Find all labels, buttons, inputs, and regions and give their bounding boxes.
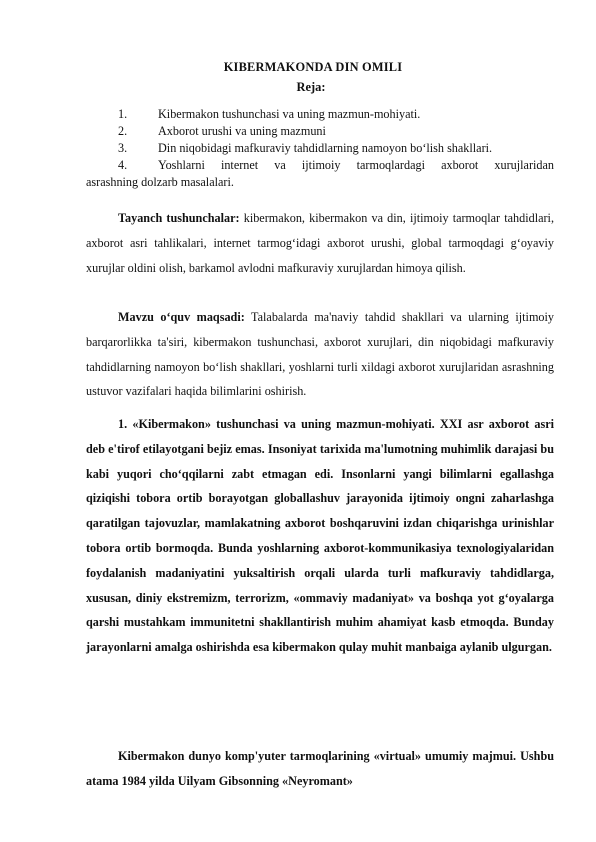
plan-item [86, 123, 554, 140]
plan-item-text: Axborot urushi va uning mazmuni [158, 124, 326, 138]
section-1-paragraph: 1. «Kibermakon» tushunchasi va uning mazmun-mohiyati. XXI asr axborot asri deb e'tirof etilayotgani bejiz emas. Insoniyat tarixida ma'lumotning muhimlik darajasi bu kabi yuqori cho‘qqilarni zabt etmagan edi. Insonlarni yangi bilimlarni egallashga qiziqishi tobora ortib borayotgan globallashuv jarayonida ijtimoiy ongni zaharlashga qaratilgan tajovuzlar, mamlakatning axborot boshqaruvini izdan chiqarishga urinishlar tobora ortib bormoqda. Bunda yoshlarning axborot-kommunikasiya texnologiyalaridan foydalanish madaniyatini yuksaltirish orqali ularda turli mafkuraviy tahdidlarga, xususan, diniy ekstremizm, terrorizm, «ommaviy madaniyat» va boshqa yot g‘oyalarga qarshi mustahkam immunitetni shakllantirish muhim ahamiyat kasb etmoqda. Bunday jarayonlarni amalga oshirishda esa kibermakon qulay muhit manbaiga aylanib ulgurgan. [86, 417, 554, 655]
plan-item-text: Din niqobidagi mafkuraviy tahdidlarning namoyon bo‘lish shakllari. [158, 141, 493, 155]
plan-item-number: 3. [118, 141, 128, 155]
plan-heading: Reja: [296, 80, 326, 94]
plan-item-text: Yoshlarni internet va ijtimoiy tarmoqlardagi axborot xurujlaridan [158, 158, 554, 172]
plan-item-number: 2. [118, 124, 128, 138]
key-terms-label: Tayanch tushunchalar: [118, 211, 240, 225]
plan-item [86, 140, 554, 157]
plan-item-text: Kibermakon tushunchasi va uning mazmun-mohiyati. [158, 107, 421, 121]
goal-text: Talabalarda ma'naviy tahdid shakllari va ularning ijtimoiy barqarorlikka ta'siri, kibermakon tushunchasi, axborot xurujlari, din niqobidagi mafkuraviy tahdidlarning namoyon bo‘lish shakllari, yoshlarni turli xildagi axborot xurujlaridan asrashning ustuvor vazifalari haqida bilimlarini oshirish. [86, 310, 554, 399]
plan-item [86, 157, 554, 174]
section-2-paragraph: Kibermakon dunyo komp'yuter tarmoqlarining «virtual» umumiy majmui. Ushbu atama 1984 yilda Uilyam Gibsonning «Neyromant» [86, 749, 554, 788]
goal-label: Mavzu o‘quv maqsadi: [118, 310, 245, 324]
key-terms-paragraph [86, 206, 554, 280]
plan-item-number: 1. [118, 107, 128, 121]
document-title: KIBERMAKONDA DIN OMILI [223, 60, 403, 74]
plan-item-number: 4. [118, 158, 128, 172]
plan-item-continuation: asrashning dolzarb masalalari. [86, 175, 234, 189]
plan-item [86, 106, 554, 123]
goal-paragraph [86, 305, 554, 404]
key-terms-text: kibermakon, kibermakon va din, ijtimoiy tarmoqlar tahdidlari, axborot asri tahlikalari, internet tarmog‘idagi axborot urushi, global tarmoqdagi g‘oyaviy xurujlar oldini olish, barkamol avlodni mafkuraviy xurujlardan himoya qilish. [86, 211, 554, 275]
plan-list [86, 106, 554, 191]
